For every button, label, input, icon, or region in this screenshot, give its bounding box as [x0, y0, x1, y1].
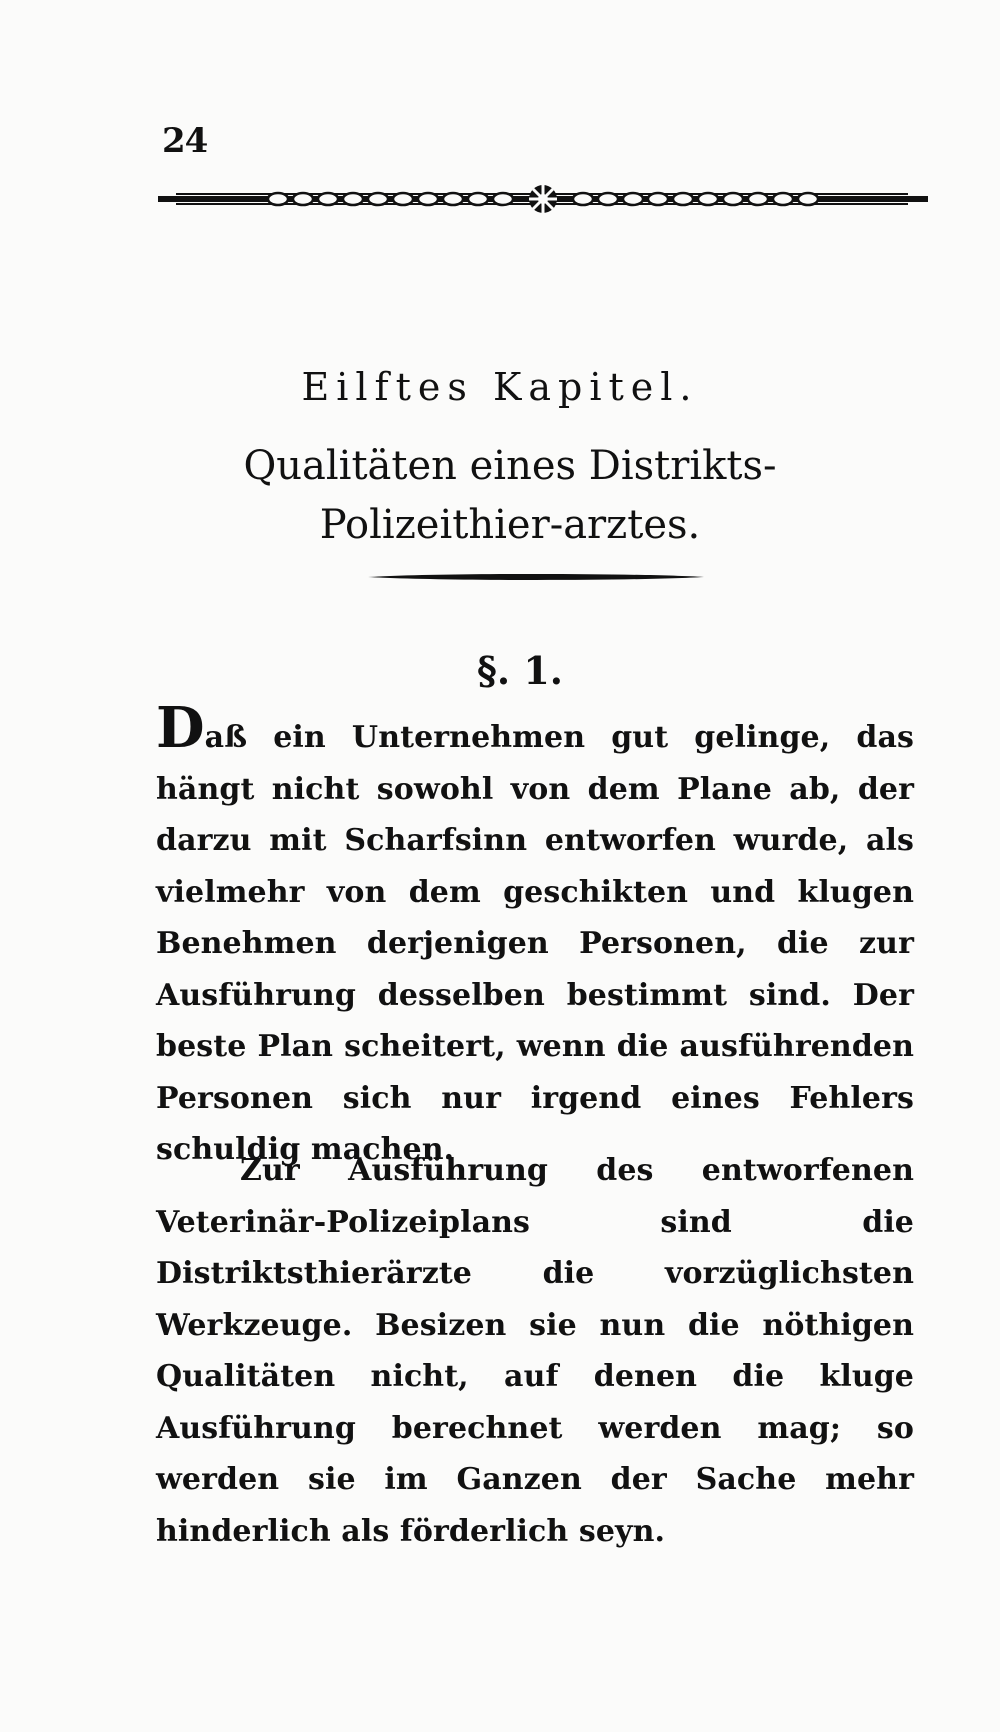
body-paragraph-2: Zur Ausführung des entworfenen Veterinär-Polizeiplans sind die Distriktsthierärzte die vorzüglichsten Werkzeuge. Besizen sie nun die nöthigen Qualitäten nicht, auf denen die kluge Ausführung berechnet werden mag; so werden sie im Ganzen der Sache mehr hinderlich als förderlich seyn. — [156, 1153, 914, 1549]
page-number: 24 — [162, 121, 208, 161]
body-paragraph-1: Daß ein Unternehmen gut gelinge, das hängt nicht sowohl von dem Plane ab, der darzu mit Scharfsinn entworfen wurde, als vielmehr von dem geschikten und klugen Benehmen derjenigen Personen, die zur Ausführung desselben bestimmt sind. Der beste Plan scheitert, wenn die ausführenden Personen sich nur irgend eines Fehlers schuldig machen. — [156, 695, 914, 1167]
ornamental-border — [158, 182, 928, 216]
chapter-heading: Eilftes Kapitel. — [301, 365, 699, 409]
title-rule — [368, 573, 704, 581]
chapter-title: Qualitäten eines Distrikts-Polizeithier-arztes. — [243, 443, 777, 548]
section-mark: §. 1. — [476, 648, 563, 693]
